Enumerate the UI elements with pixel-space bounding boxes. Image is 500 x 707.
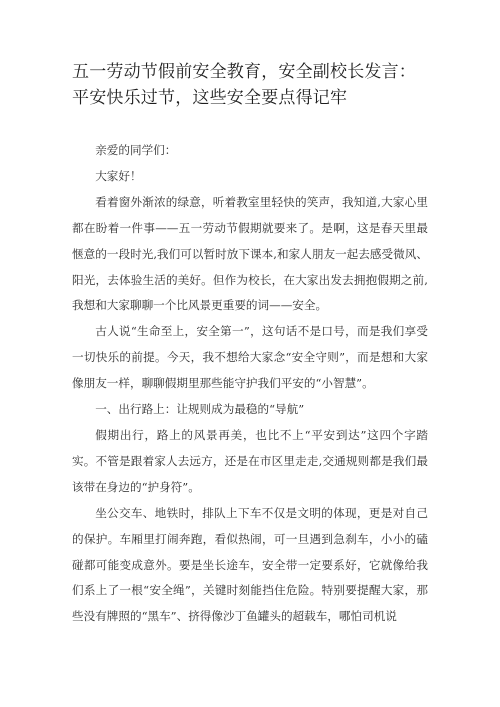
section-heading: 一、出行路上：让规则成为最稳的“导航”: [95, 402, 305, 417]
document-title-line-2: 平安快乐过节，这些安全要点得记牢: [72, 88, 348, 108]
salutation: 亲爱的同学们：: [95, 143, 177, 157]
document-body: [72, 138, 428, 630]
paragraph: 古人说“生命至上，安全第一”，这句话不是口号，而是我们享受一切快乐的前提。今天，我不想给大家念“安全守则”，而是想和大家像朋友一样，聊聊假期里那些能守护我们平安的“小智慧”。: [72, 324, 428, 391]
paragraph: 坐公交车、地铁时，排队上下车不仅是文明的体现，更是对自己的保护。车厢里打闹奔跑，看似热闹，可一旦遇到急刹车，小小的磕碰都可能变成意外。要是坐长途车，安全带一定要系好，它就像给我们系上了一根“安全绳”，关键时刻能挡住危险。特别要提醒大家，那些没有牌照的“黑车”、挤得像沙丁鱼罐头的超载车，哪怕司机说: [72, 505, 428, 624]
greeting: 大家好！: [95, 168, 142, 183]
paragraph: 假期出行，路上的风景再美，也比不上“平安到达”这四个字踏实。不管是跟着家人去远方，还是在市区里走走,交通规则都是我们最该带在身边的“护身符”。: [72, 427, 428, 494]
paragraph: 看着窗外渐浓的绿意，听着教室里轻快的笑声，我知道,大家心里都在盼着一件事——五一劳动节假期就要来了。是啊，这是春天里最惬意的一段时光,我们可以暂时放下课本,和家人朋友一起去感受微风、阳光，去体验生活的美好。但作为校长，在大家出发去拥抱假期之前,我想和大家聊聊一个比风景更重要的词——安全。: [72, 194, 428, 313]
document-title-line-1: 五一劳动节假前安全教育，安全副校长发言：: [72, 62, 416, 82]
